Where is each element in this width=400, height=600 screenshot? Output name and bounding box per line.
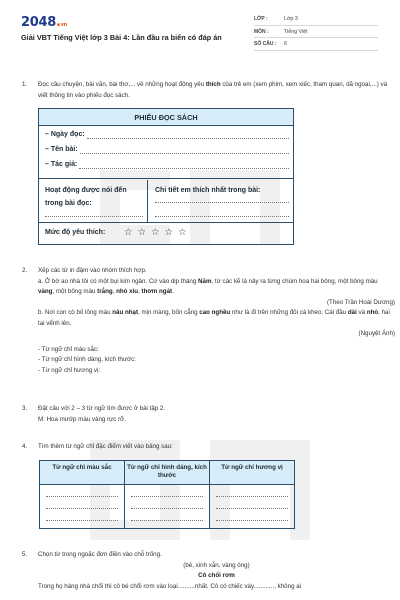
question-text: [38, 442, 395, 453]
story-text[interactable]: Trong họ hàng nhà chổi thì cô bé chổi rơm vào loại..........nhất. Cô có chiếc váy............, không ai: [38, 582, 302, 590]
text-run: .: [172, 288, 174, 295]
table-header-cell: Từ ngữ chỉ hình dáng, kích thước: [127, 464, 207, 479]
bold-run: Năm: [198, 277, 212, 285]
text-run: b. Nơi con cò bố lông màu: [38, 309, 113, 316]
text-run: và: [356, 309, 367, 316]
fill-dots: [79, 161, 289, 169]
form-activity-cell[interactable]: [39, 180, 148, 223]
fill-dots: [87, 131, 289, 139]
question-number: 5.: [22, 551, 28, 558]
question-text: [38, 404, 395, 425]
table-divider: [124, 461, 125, 528]
story-title: Cô chổi rơm: [198, 572, 235, 579]
bold-run: dài: [347, 309, 357, 316]
form-label: Hoạt động được nói đến trong bài đọc:: [45, 187, 127, 207]
text-run: , mịn màng, bốn cẳng: [138, 309, 200, 316]
fill-dots: [155, 202, 289, 203]
document-header: [0, 0, 400, 64]
bold-run: nâu nhạt: [112, 309, 139, 316]
table-header-row: [40, 461, 294, 485]
meta-row-count: [254, 38, 378, 51]
star-rating-icon[interactable]: ☆☆☆☆☆: [124, 227, 192, 238]
fill-dots: [45, 216, 143, 217]
text-run: , từ các kẽ lá nảy ra từng chùm hoa hai bông, một bông màu: [211, 277, 378, 285]
fill-dots[interactable]: [216, 496, 288, 497]
form-label: – Tên bài:: [45, 146, 78, 153]
question-text: [38, 266, 395, 376]
bold-run: vàng: [38, 288, 53, 295]
text-run: , một bông màu: [52, 288, 98, 295]
fill-dots[interactable]: [131, 496, 203, 497]
form-info-section: [39, 127, 293, 179]
bold-run: thơm ngát: [141, 288, 173, 295]
question-prompt: Chọn từ trong ngoặc đơn điền vào chỗ trống.: [38, 551, 162, 558]
text-run: ,: [112, 288, 117, 295]
logo-main: 2048: [21, 15, 56, 30]
logo-suffix: vn: [60, 22, 67, 28]
answer-line-shape[interactable]: - Từ ngữ chỉ hình dáng, kích thước:: [38, 356, 136, 363]
table-divider: [209, 461, 210, 528]
fill-dots: [155, 216, 289, 217]
form-favorite-cell[interactable]: [149, 180, 293, 223]
site-logo[interactable]: [21, 15, 67, 30]
form-date-line[interactable]: [45, 131, 289, 139]
meta-value: 6: [284, 41, 287, 48]
passage-a-source: (Theo Trần Hoài Dương): [326, 298, 395, 306]
question-example: M: Hoa mướp màu vàng rực rỡ.: [38, 415, 126, 423]
question-prompt: Tìm thêm từ ngữ chỉ đặc điểm viết vào bảng sau:: [38, 443, 173, 450]
form-author-line[interactable]: [45, 161, 289, 169]
form-title-line[interactable]: [45, 146, 289, 154]
question-intro: Xếp các từ in đậm vào nhóm thích hợp.: [38, 267, 147, 274]
meta-row-subject: [254, 26, 378, 39]
question-text: [38, 550, 395, 592]
reading-form: [38, 108, 294, 245]
meta-key: LỚP :: [254, 15, 268, 22]
question-number: 3.: [22, 405, 28, 412]
meta-key: MÔN :: [254, 28, 269, 35]
form-label: – Tác giả:: [45, 161, 78, 168]
meta-value: Lớp 3: [284, 15, 298, 22]
form-label: Chi tiết em thích nhất trong bài:: [155, 187, 261, 194]
fill-dots: [80, 146, 289, 154]
fill-dots[interactable]: [131, 520, 203, 521]
answer-line-flavor[interactable]: - Từ ngữ chỉ hương vị:: [38, 366, 101, 374]
fill-dots[interactable]: [216, 520, 288, 521]
fill-dots[interactable]: [131, 508, 203, 509]
question-prompt: Đặt câu với 2 – 3 từ ngữ tìm được ở bài tập 2.: [38, 405, 166, 412]
text-run: Đọc câu chuyện, bài văn, bài thơ,... về những hoạt động yêu: [38, 81, 206, 88]
bold-run: cao nghều: [199, 309, 231, 316]
bold-run: nhỏ: [366, 309, 379, 316]
passage-a: [38, 277, 395, 298]
text-run: như là đi trên những đôi cà kheo. Cái đầu: [230, 309, 348, 316]
meta-table: [254, 13, 378, 51]
question-number: 1.: [22, 81, 28, 88]
question-text: [38, 80, 395, 101]
bold-run: thích: [205, 81, 221, 88]
fill-dots[interactable]: [216, 508, 288, 509]
fill-dots[interactable]: [46, 520, 118, 521]
form-label: Mức độ yêu thích:: [45, 229, 106, 236]
fill-dots[interactable]: [46, 496, 118, 497]
meta-row-grade: [254, 13, 378, 26]
table-header-cell: Từ ngữ chỉ hương vị: [221, 464, 283, 471]
form-rating-section: [39, 224, 293, 245]
question-number: 2.: [22, 267, 28, 274]
text-run: a. Ở bờ ao nhà tôi có một bụi kim ngân. Cứ vào dịp tháng: [38, 277, 199, 285]
text-run: của trẻ em (xem phim, xem xiếc, tham quan, dã ngoại,...) và viết thông tin vào phiếu đọc sách.: [38, 81, 388, 99]
table-header-cell: Từ ngữ chỉ màu sắc: [52, 464, 112, 471]
text-run: , hai tai vểnh lên.: [38, 309, 390, 327]
logo-dot: .: [55, 15, 61, 30]
trait-table: [39, 460, 295, 529]
text-run: ,: [138, 288, 142, 295]
answer-line-color[interactable]: - Từ ngữ chỉ màu sắc:: [38, 345, 99, 353]
meta-value: Tiếng Việt: [284, 28, 308, 35]
form-heading: PHIẾU ĐỌC SÁCH: [39, 109, 293, 126]
form-detail-section: [39, 180, 293, 223]
form-label: – Ngày đọc:: [45, 131, 85, 138]
word-options: (bé, xinh xắn, vàng óng): [183, 561, 250, 569]
fill-dots[interactable]: [46, 508, 118, 509]
passage-b-source: (Nguyệt Ánh): [358, 330, 395, 337]
passage-b: [38, 308, 395, 329]
question-number: 4.: [22, 443, 28, 450]
bold-run: trắng: [97, 288, 113, 295]
document-title: Giải VBT Tiếng Việt lớp 3 Bài 4: Lần đầu ra biển có đáp án: [21, 33, 222, 42]
meta-key: SỐ CÂU :: [254, 41, 277, 48]
bold-run: nhỏ xíu: [116, 288, 139, 295]
